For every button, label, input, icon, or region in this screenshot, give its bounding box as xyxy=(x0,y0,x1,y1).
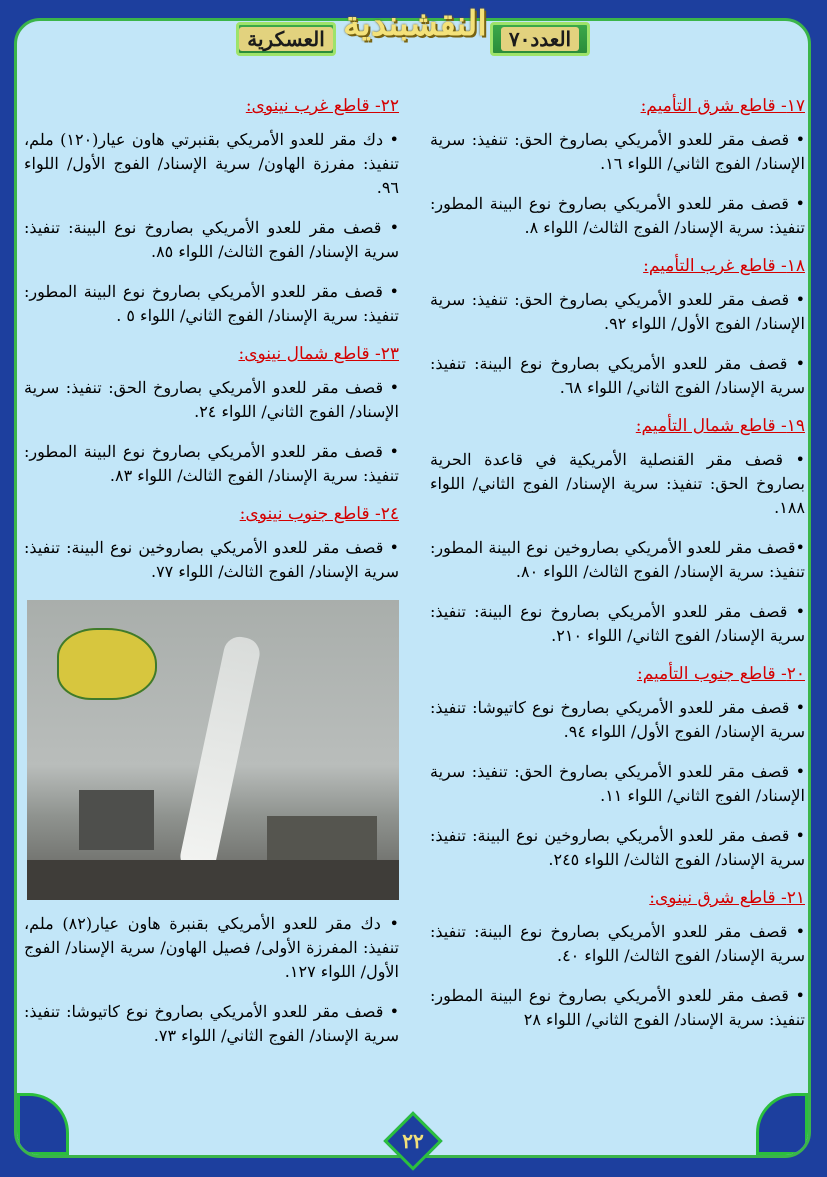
report-item: • قصف مقر للعدو الأمريكي بصاروخ نوع البينة: تنفيذ: سرية الإسناد/ الفوج الثالث/ اللواء ٨٥. xyxy=(24,218,399,261)
report-item: • قصف مقر للعدو الأمريكي بصاروخ نوع كاتيوشا: تنفيذ: سرية الإسناد/ الفوج الأول/ اللواء ٩٤. xyxy=(430,698,805,741)
section-heading: ٢٢- قاطع غرب نينوى: xyxy=(245,96,399,116)
report-item: • دك مقر للعدو الأمريكي بقنبرة هاون عيار(٨٢) ملم، تنفيذ: المفرزة الأولى/ فصيل الهاون/ سرية الإسناد/ الفوج الأول/ اللواء ١٢٧. xyxy=(24,914,399,981)
issue-tab xyxy=(490,22,590,56)
report-item: • قصف مقر القنصلية الأمريكية في قاعدة الحرية بصاروخ الحق: تنفيذ: سرية الإسناد/ الفوج الثاني/ اللواء ١٨٨. xyxy=(430,450,805,517)
report-item: • قصف مقر للعدو الأمريكي بصاروخ الحق: تنفيذ: سرية الإسناد/ الفوج الثاني/ اللواء ١١. xyxy=(430,762,805,805)
building xyxy=(267,816,377,864)
ground xyxy=(27,860,399,900)
rocket-launch-photo xyxy=(27,600,399,900)
report-item: •قصف مقر للعدو الأمريكي بصاروخين نوع البينة المطور: تنفيذ: سرية الإسناد/ الفوج الثالث/ اللواء ٨٠. xyxy=(430,538,805,581)
report-item: • دك مقر للعدو الأمريكي بقنبرتي هاون عيار(١٢٠) ملم، تنفيذ: مفرزة الهاون/ سرية الإسناد/ الفوج الأول/ اللواء ٩٦. xyxy=(24,130,400,197)
report-item: • قصف مقر للعدو الأمريكي بصاروخ نوع البينة: تنفيذ: سرية الإسناد/ الفوج الثالث/ اللواء ٤٠. xyxy=(430,922,805,965)
report-item: • قصف مقر للعدو الأمريكي بصاروخ نوع البينة المطور: تنفيذ: سرية الإسناد/ الفوج الثاني/ اللواء ٢٨ xyxy=(430,986,805,1029)
section-heading: ٢١- قاطع شرق نينوى: xyxy=(649,888,805,908)
report-item: • قصف مقر للعدو الأمريكي بصاروخ نوع كاتيوشا: تنفيذ: سرية الإسناد/ الفوج الثاني/ اللواء ٧٣. xyxy=(24,1002,399,1045)
report-item: • قصف مقر للعدو الأمريكي بصاروخ الحق: تنفيذ: سرية الإسناد/ الفوج الثاني/ اللواء ٢٤. xyxy=(24,378,399,421)
section-heading: ١٧- قاطع شرق التأميم: xyxy=(640,96,805,116)
report-item: • قصف مقر للعدو الأمريكي بصاروخ نوع البينة: تنفيذ: سرية الإسناد/ الفوج الثاني/ اللواء ٢١٠. xyxy=(430,602,805,645)
building xyxy=(79,790,154,850)
section-heading: ٢٣- قاطع شمال نينوى: xyxy=(238,344,399,364)
rocket-smoke-trail xyxy=(177,634,262,876)
issue-label: العدد٧٠ xyxy=(501,27,579,51)
report-item: • قصف مقر للعدو الأمريكي بصاروخين نوع البينة: تنفيذ: سرية الإسناد/ الفوج الثالث/ اللواء ٢٤٥. xyxy=(430,826,805,869)
corner-ornament xyxy=(17,1093,69,1155)
magazine-logo: النقشبندية xyxy=(343,4,487,44)
report-item: • قصف مقر للعدو الأمريكي بصاروخ الحق: تنفيذ: سرية الإسناد/ الفوج الثاني/ اللواء ١٦. xyxy=(430,130,805,173)
section-tab xyxy=(236,22,336,56)
report-item: • قصف مقر للعدو الأمريكي بصاروخ نوع البينة المطور: تنفيذ: سرية الإسناد/ الفوج الثاني/ اللواء ٥ . xyxy=(24,282,399,325)
right-column xyxy=(430,96,805,1048)
corner-ornament xyxy=(756,1093,808,1155)
report-item: • قصف مقر للعدو الأمريكي بصاروخين نوع البينة: تنفيذ: سرية الإسناد/ الفوج الثالث/ اللواء ٧٧. xyxy=(24,538,399,581)
report-item: • قصف مقر للعدو الأمريكي بصاروخ نوع البينة المطور: تنفيذ: سرية الإسناد/ الفوج الثالث/ اللواء ٨٣. xyxy=(24,442,399,485)
page-number: ٢٢ xyxy=(402,1129,424,1153)
section-label: العسكرية xyxy=(239,27,333,51)
report-item: • قصف مقر للعدو الأمريكي بصاروخ نوع البينة: تنفيذ: سرية الإسناد/ الفوج الثاني/ اللواء ٦٨. xyxy=(430,354,805,397)
section-heading: ١٩- قاطع شمال التأميم: xyxy=(635,416,805,436)
report-item: • قصف مقر للعدو الأمريكي بصاروخ الحق: تنفيذ: سرية الإسناد/ الفوج الأول/ اللواء ٩٢. xyxy=(430,290,805,333)
report-item: • قصف مقر للعدو الأمريكي بصاروخ نوع البينة المطور: تنفيذ: سرية الإسناد/ الفوج الثالث/ اللواء ٨. xyxy=(430,194,805,237)
left-column xyxy=(24,96,399,1064)
section-heading: ٢٤- قاطع جنوب نينوى: xyxy=(239,504,399,524)
section-heading: ١٨- قاطع غرب التأميم: xyxy=(643,256,805,276)
section-heading: ٢٠- قاطع جنوب التأميم: xyxy=(636,664,805,684)
emblem-logo xyxy=(57,628,157,700)
